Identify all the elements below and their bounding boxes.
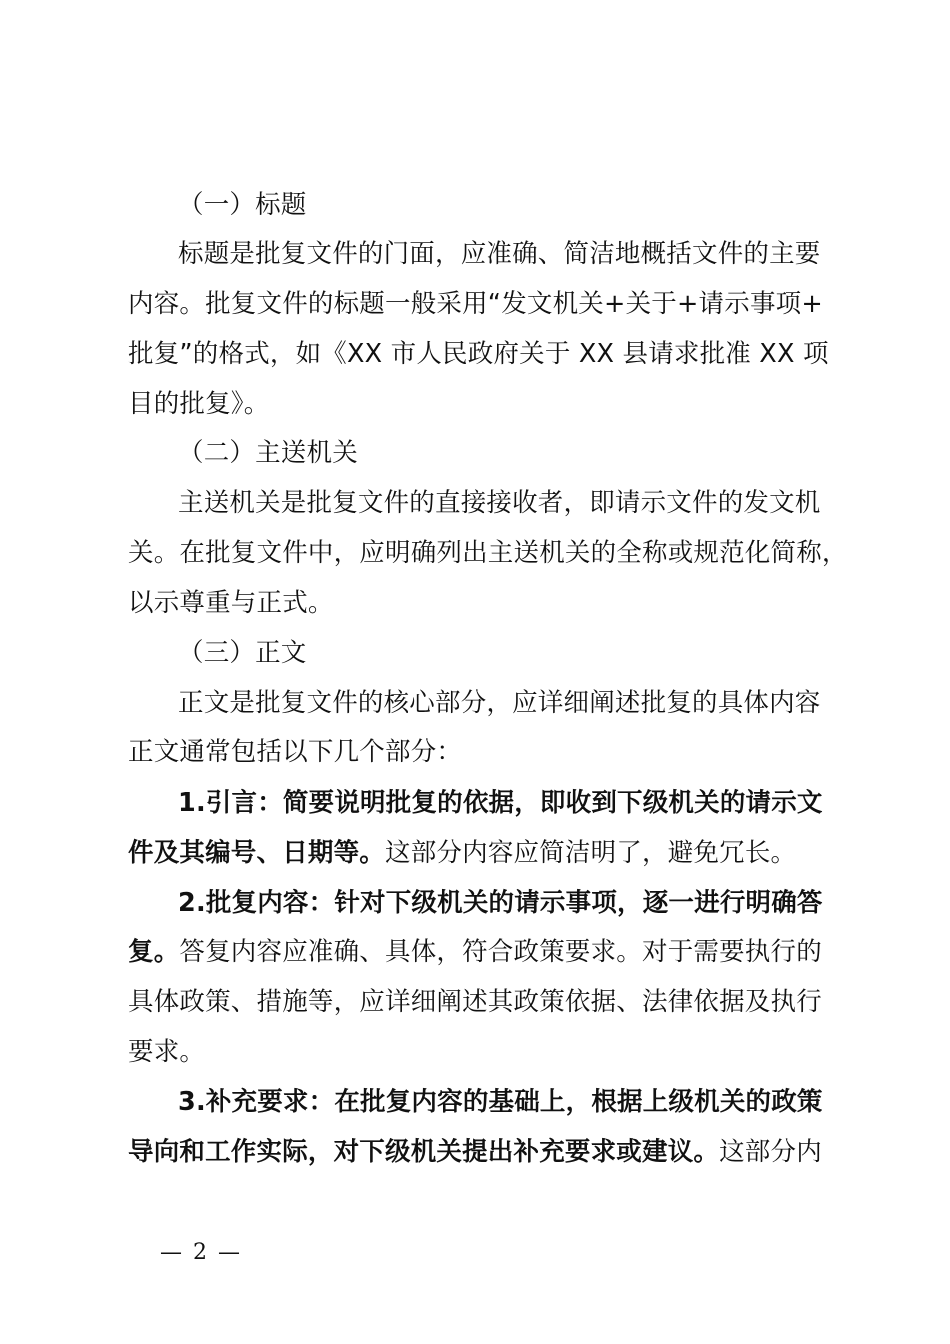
- item-normal-text: 答复内容应准确、具体，符合政策要求。对于需要执行的: [179, 937, 822, 967]
- item-bold-text: 复。: [128, 937, 180, 967]
- paragraph-line: 以示尊重与正式。: [128, 588, 334, 618]
- item-line: [128, 1135, 833, 1169]
- item-line: [128, 935, 833, 969]
- section-heading: （一）标题: [178, 190, 307, 220]
- item-line-bold: 2.批复内容：针对下级机关的请示事项，逐一进行明确答: [178, 888, 823, 918]
- paragraph-line: 要求。: [128, 1037, 206, 1067]
- paragraph-line: 内容。批复文件的标题一般采用“发文机关+关于+请示事项+: [128, 289, 823, 319]
- section-heading: （二）主送机关: [178, 438, 358, 468]
- item-bold-text: 导向和工作实际，对下级机关提出补充要求或建议。: [128, 1137, 720, 1167]
- paragraph-line: 正文通常包括以下几个部分：: [128, 737, 463, 767]
- paragraph-line: 目的批复》。: [128, 389, 270, 419]
- item-line: [128, 836, 833, 870]
- item-line-bold: 3.补充要求：在批复内容的基础上，根据上级机关的政策: [178, 1087, 823, 1117]
- item-normal-text: 这部分内容应简洁明了，避免冗长。: [385, 838, 797, 868]
- item-bold-text: 件及其编号、日期等。: [128, 838, 386, 868]
- paragraph-line: 具体政策、措施等，应详细阐述其政策依据、法律依据及执行: [128, 987, 822, 1017]
- paragraph-line: 标题是批复文件的门面，应准确、简洁地概括文件的主要: [178, 239, 821, 269]
- paragraph-line: 批复”的格式，如《XX 市人民政府关于 XX 县请求批准 XX 项: [128, 339, 829, 369]
- item-normal-text: 这部分内: [719, 1137, 822, 1167]
- section-heading: （三）正文: [178, 638, 307, 668]
- page-number: — 2 —: [160, 1240, 242, 1265]
- paragraph-line: 关。在批复文件中，应明确列出主送机关的全称或规范化简称，: [128, 538, 848, 568]
- paragraph-line: 主送机关是批复文件的直接接收者，即请示文件的发文机: [178, 488, 821, 518]
- item-line-bold: 1.引言：简要说明批复的依据，即收到下级机关的请示文: [178, 788, 823, 818]
- paragraph-line: 正文是批复文件的核心部分，应详细阐述批复的具体内容: [178, 688, 821, 718]
